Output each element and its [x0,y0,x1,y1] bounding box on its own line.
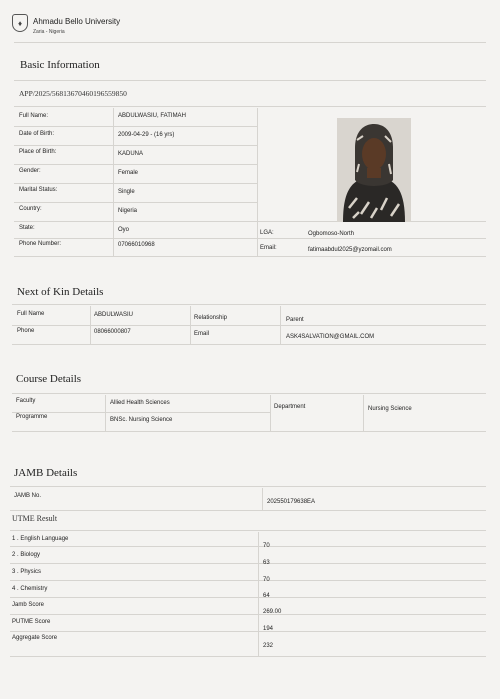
full-name-label: Full Name: [19,113,49,119]
section-title-jamb: JAMB Details [14,467,78,479]
nok-email-value: ASK4SALVATION@GMAIL.COM [286,334,375,340]
state-value: Oyo [118,227,130,233]
place-of-birth-value: KADUNA [118,151,144,157]
section-title-next-of-kin: Next of Kin Details [17,286,104,298]
nok-phone-label: Phone [17,328,35,334]
email-value: fatimaabdul2025@yzomail.com [308,247,392,253]
jamb-no-value: 202550179638EA [267,499,316,505]
jamb-score-value: 269.00 [263,609,282,615]
country-value: Nigeria [118,208,138,214]
full-name-value: ABDULWASIU, FATIMAH [118,113,186,119]
gender-value: Female [118,170,139,176]
programme-label: Programme [16,414,48,420]
department-value: Nursing Science [368,406,412,412]
gender-label: Gender: [19,168,41,174]
section-title-course: Course Details [16,373,82,385]
nok-full-name-value: ABDULWASIU [94,312,134,318]
dob-value: 2009-04-29 - (16 yrs) [118,132,175,138]
lga-label: LGA: [260,230,274,236]
subject-4-score: 64 [263,593,270,599]
faculty-value: Allied Health Sciences [110,400,170,406]
subject-2-label: 2 . Biology [12,552,41,558]
phone-label: Phone Number: [19,241,62,247]
university-name: Ahmadu Bello University [33,17,121,26]
country-label: Country: [19,206,42,212]
utme-result-title: UTME Result [12,514,58,523]
aggregate-score-label: Aggregate Score [12,635,58,641]
nok-email-label: Email [194,331,210,337]
putme-score-label: PUTME Score [12,619,51,625]
subject-1-score: 70 [263,543,270,549]
lga-value: Ogbomoso-North [308,231,355,237]
faculty-label: Faculty [16,398,36,404]
application-number: APP/2025/56813670460196559850 [19,89,127,98]
dob-label: Date of Birth: [19,131,55,137]
email-label: Email: [260,245,277,251]
nok-full-name-label: Full Name [17,311,45,317]
nok-relationship-label: Relationship [194,315,228,321]
nok-relationship-value: Parent [286,317,304,323]
subject-1-label: 1 . English Language [12,536,69,542]
putme-score-value: 194 [263,626,274,632]
nok-phone-value: 08066000807 [94,329,131,335]
jamb-no-label: JAMB No. [14,493,42,499]
university-crest-icon: ♦ [12,14,28,32]
subject-2-score: 63 [263,560,270,566]
place-of-birth-label: Place of Birth: [19,149,57,155]
university-location: Zaria - Nigeria [33,29,65,35]
subject-3-label: 3 . Physics [12,569,42,575]
aggregate-score-value: 232 [263,643,274,649]
section-title-basic: Basic Information [20,59,100,71]
subject-4-label: 4 . Chemistry [12,586,48,592]
marital-status-value: Single [118,189,135,195]
jamb-score-label: Jamb Score [12,602,45,608]
marital-status-label: Marital Status: [19,187,58,193]
state-label: State: [19,225,35,231]
programme-value: BNSc. Nursing Science [110,417,173,423]
department-label: Department [274,404,306,410]
passport-photo [337,118,411,222]
subject-3-score: 70 [263,577,270,583]
phone-value: 07066010968 [118,242,155,248]
